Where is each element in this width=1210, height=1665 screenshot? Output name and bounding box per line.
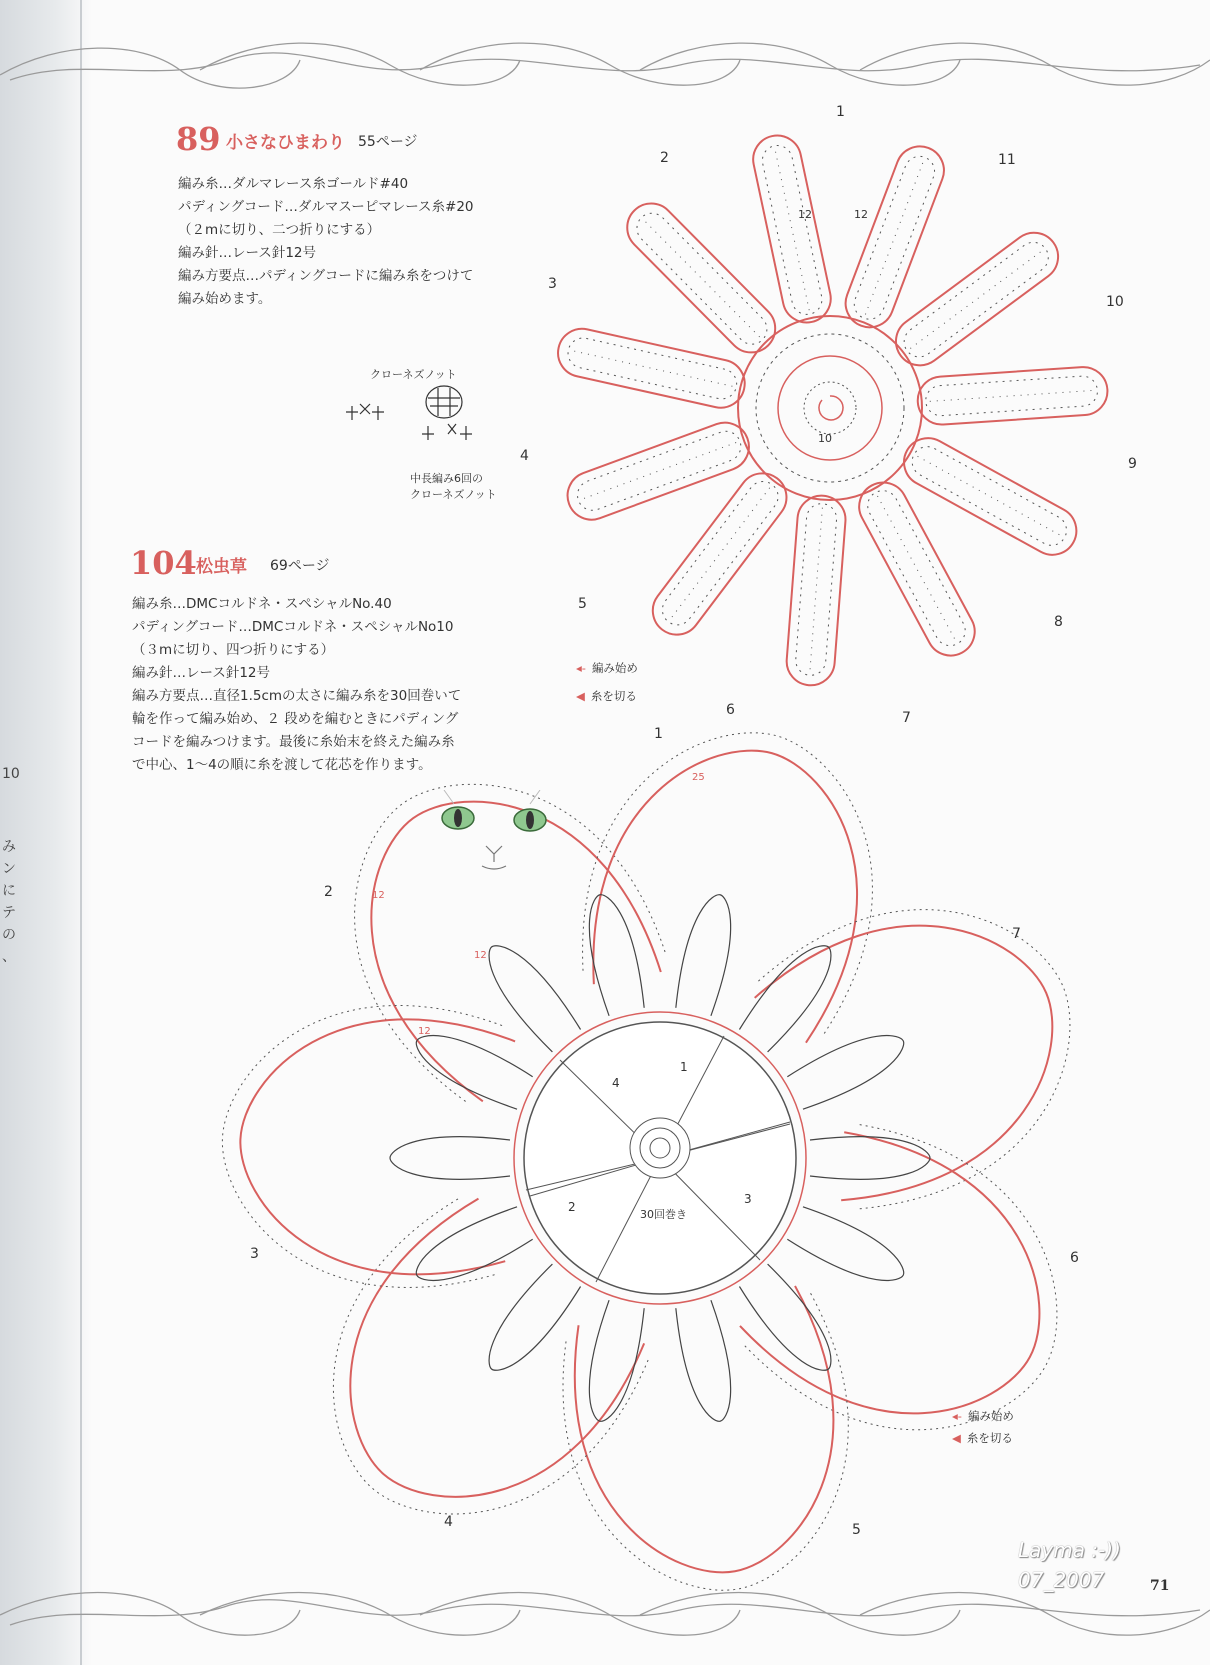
sunflower-petal-label-3: 3 (548, 276, 557, 292)
spine-text-2: み (2, 839, 16, 855)
sunflower-petal-label-5: 5 (578, 596, 587, 612)
pattern-104-line-3: （３mに切り、四つ折りにする） (132, 642, 335, 658)
scabious-inner-petal-10 (475, 934, 583, 1054)
signature-line-2: 07_2007 (1018, 1568, 1105, 1592)
pattern-89-line-2: パディングコード…ダルマスーピマレース糸#20 (178, 199, 474, 215)
legend-104-cut (952, 1430, 1013, 1446)
pattern-104-line-8: で中心、1〜4の順に糸を渡して花芯を作ります。 (132, 757, 432, 773)
legend-89-start-label: 編み始め (591, 661, 638, 675)
sunflower-petal-label-7: 7 (902, 710, 911, 726)
scabious-small-label-2: 12 (418, 1026, 431, 1037)
scabious-petal-label-7: 7 (1012, 926, 1021, 942)
sunflower-petal-label-10: 10 (1106, 294, 1124, 310)
sunflower-petal-label-9: 9 (1128, 456, 1137, 472)
pattern-89-title: 小さなひまわり (226, 133, 345, 153)
scabious-outer-petal-7 (216, 998, 516, 1292)
scabious-inner-petal-1 (810, 1137, 930, 1180)
scabious-petal-label-4: 4 (444, 1514, 453, 1530)
sunflower-petal-label-4: 4 (520, 448, 529, 464)
scabious-inner-petal-11 (579, 890, 647, 1016)
knot-title: クローネズノット (370, 368, 457, 381)
pattern-89-line-5: 編み方要点…パディングコードに編み糸をつけて (178, 268, 474, 284)
page-number: 71 (1150, 1578, 1170, 1594)
sunflower-petal-label-1: 1 (836, 104, 845, 120)
scabious-outer-petal-2 (564, 698, 912, 1051)
spine-text-5: テ (2, 905, 16, 921)
scabious-outer-petal-5 (548, 1280, 877, 1614)
scabious-inner-petal-3 (737, 1262, 845, 1382)
spine-text-7: 、 (2, 949, 16, 965)
scabious-inner-petal-13 (737, 934, 845, 1054)
scabious-segment-3: 3 (744, 1192, 752, 1206)
cat-face-doodle (430, 790, 570, 890)
scabious-inner-petal-2 (786, 1204, 913, 1294)
sunflower-inner-label-1: 12 (798, 208, 812, 221)
pattern-89-line-3: （２mに切り、二つ折りにする） (178, 222, 381, 238)
pattern-104-number: 104 (130, 544, 197, 582)
scabious-petal-label-6: 6 (1070, 1250, 1079, 1266)
scabious-outer-petal-3 (743, 856, 1119, 1228)
pattern-104-line-5: 編み方要点…直径1.5cmの太さに編み糸を30回巻いて (132, 688, 462, 704)
pattern-89-line-4: 編み針…レース針12号 (178, 245, 317, 261)
scabious-small-label-4: 25 (692, 772, 705, 783)
start-arrow-icon-2: ◂- (952, 1409, 962, 1423)
scabious-core-1 (630, 1118, 690, 1178)
scabious-small-label-1: 12 (474, 950, 487, 961)
start-arrow-icon: ◂- (576, 661, 586, 675)
pattern-104-page-ref: 69ページ (270, 558, 330, 574)
legend-104-start (952, 1408, 1014, 1424)
scabious-segment-1: 1 (680, 1060, 688, 1074)
spine-text-4: に (2, 883, 16, 899)
scabious-small-label-3: 12 (372, 890, 385, 901)
spine-text-3: ン (2, 861, 16, 877)
sunflower-center-label: 10 (818, 432, 832, 445)
scabious-segment-2: 2 (568, 1200, 576, 1214)
scabious-inner-petal-12 (673, 890, 741, 1016)
sunflower-petal-label-11: 11 (998, 152, 1016, 168)
pattern-104-line-6: 輪を作って編み始め、２ 段めを編むときにパディング (132, 711, 459, 727)
pattern-104-line-7: コードを編みつけます。最後に糸始末を終えた編み糸 (132, 734, 455, 750)
pattern-89-number: 89 (176, 120, 221, 158)
knot-caption-1: 中長編み6回の (410, 472, 483, 485)
scabious-center-note: 30回巻き (640, 1208, 687, 1221)
scabious-inner-petal-4 (673, 1299, 741, 1425)
knot-caption-2: クローネズノット (410, 488, 497, 501)
pattern-89-page-ref: 55ページ (358, 134, 418, 150)
legend-104-cut-label: 糸を切る (966, 1431, 1013, 1445)
legend-104-start-label: 編み始め (967, 1409, 1014, 1423)
sunflower-inner-label-2: 12 (854, 208, 868, 221)
cut-arrow-icon: ◀ (576, 689, 585, 703)
scabious-petal-label-2: 2 (324, 884, 333, 900)
pattern-89-line-1: 編み糸…ダルマレース糸ゴールド#40 (178, 176, 409, 192)
signature-line-1: Layma :-)) (1018, 1538, 1121, 1562)
scabious-inner-petal-8 (390, 1137, 510, 1180)
scabious-petal-label-5: 5 (852, 1522, 861, 1538)
sunflower-petal-label-8: 8 (1054, 614, 1063, 630)
legend-89-cut-label: 糸を切る (590, 689, 637, 703)
pattern-104-line-2: パディングコード…DMCコルドネ・スペシャルNo10 (132, 619, 454, 635)
cut-arrow-icon-2: ◀ (952, 1431, 961, 1445)
scabious-petal-label-3: 3 (250, 1246, 259, 1262)
sunflower-petal-label-6: 6 (726, 702, 735, 718)
scabious-inner-petal-5 (579, 1299, 647, 1425)
pattern-104-title: 松虫草 (196, 557, 247, 577)
sunflower-petal-label-2: 2 (660, 150, 669, 166)
scabious-inner-petal-14 (786, 1022, 913, 1112)
scabious-inner-petal-6 (475, 1262, 583, 1382)
scabious-petal-label-1: 1 (654, 726, 663, 742)
spine-text-6: の (2, 927, 16, 943)
pattern-89-line-6: 編み始めます。 (178, 291, 272, 307)
pattern-104-line-4: 編み針…レース針12号 (132, 665, 271, 681)
pattern-104-line-1: 編み糸…DMCコルドネ・スペシャルNo.40 (132, 596, 392, 612)
spine-text-1: 10 (2, 766, 20, 782)
scabious-segment-4: 4 (612, 1076, 620, 1090)
